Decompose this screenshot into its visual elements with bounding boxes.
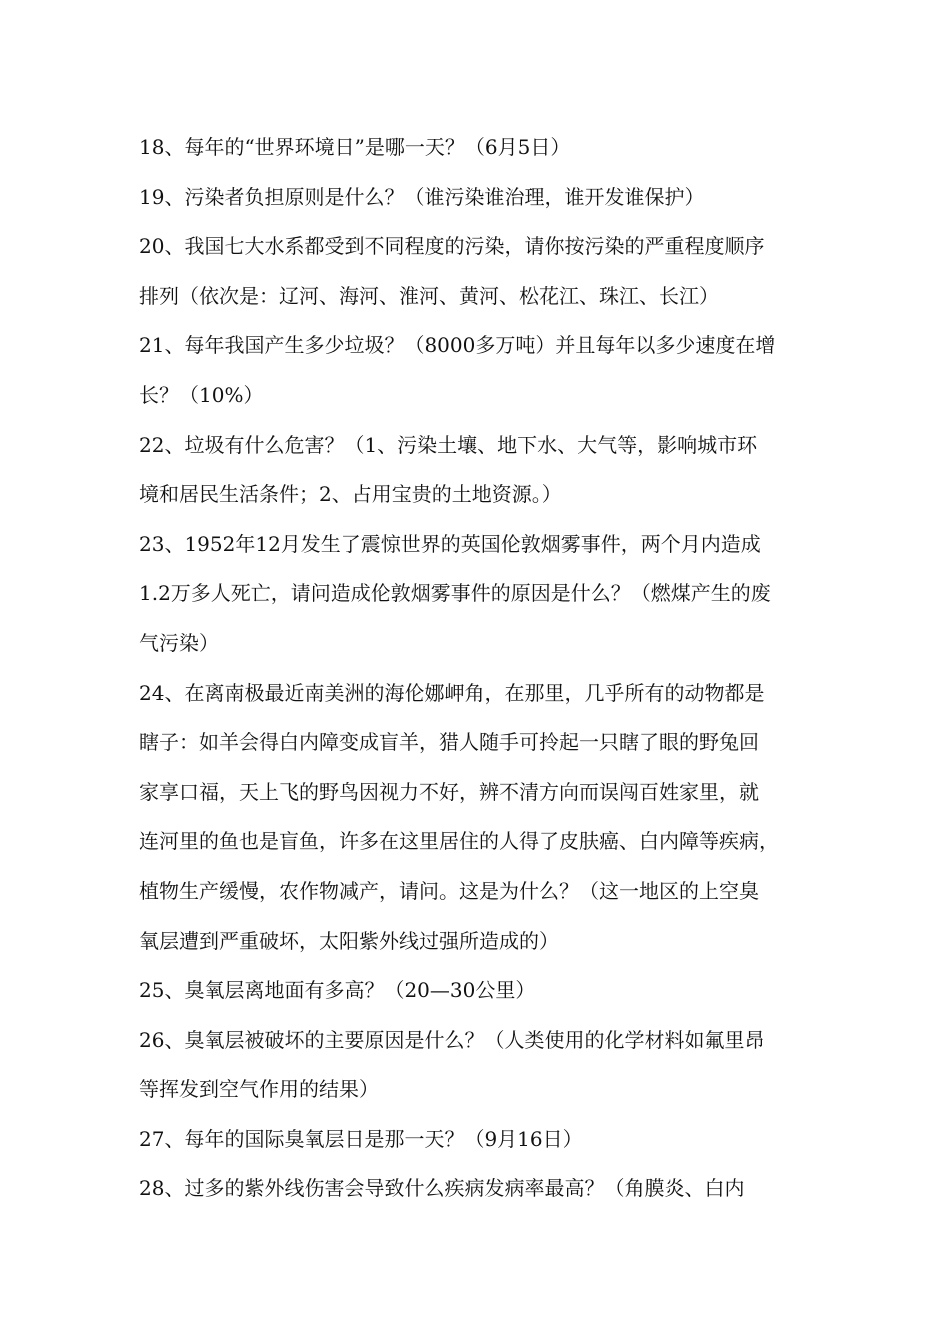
question-24: [139, 669, 829, 967]
text-line: 家享口福，天上飞的野鸟因视力不好，辨不清方向而误闯百姓家里，就: [139, 779, 759, 804]
text-line: 23、1952年12月发生了震惊世界的英国伦敦烟雾事件，两个月内造成: [139, 531, 761, 556]
question-20: [139, 222, 829, 321]
text-line: 连河里的鱼也是盲鱼，许多在这里居住的人得了皮肤癌、白内障等疾病，: [139, 829, 779, 854]
question-19: [139, 173, 829, 223]
text-line: 植物生产缓慢，农作物减产，请问。这是为什么？（这一地区的上空臭: [139, 878, 759, 903]
text-line: 28、过多的紫外线伤害会导致什么疾病发病率最高？（角膜炎、白内: [139, 1176, 745, 1201]
text-line: 氧层遭到严重破坏，太阳紫外线过强所造成的）: [139, 928, 559, 953]
text-line: 等挥发到空气作用的结果）: [139, 1077, 379, 1102]
text-line: 27、每年的国际臭氧层日是那一天？（9月16日）: [139, 1126, 583, 1151]
text-line: 长？（10%）: [139, 382, 264, 407]
text-line: 气污染）: [139, 630, 219, 655]
question-23: [139, 520, 829, 669]
text-line: 排列（依次是：辽河、海河、淮河、黄河、松花江、珠江、长江）: [139, 283, 719, 308]
question-21: [139, 321, 829, 420]
question-22: [139, 421, 829, 520]
question-18: [139, 123, 829, 173]
text-line: 21、每年我国产生多少垃圾？（8000多万吨）并且每年以多少速度在增: [139, 333, 776, 358]
question-25: [139, 966, 829, 1016]
text-line: 瞎子：如羊会得白内障变成盲羊，猎人随手可拎起一只瞎了眼的野兔回: [139, 730, 759, 755]
text-line: 22、垃圾有什么危害？（1、污染土壤、地下水、大气等，影响城市环: [139, 432, 758, 457]
text-line: 24、在离南极最近南美洲的海伦娜岬角，在那里，几乎所有的动物都是: [139, 680, 765, 705]
question-26: [139, 1016, 829, 1115]
document-body: [139, 123, 829, 1214]
text-line: 18、每年的“世界环境日”是哪一天？（6月5日）: [139, 135, 571, 159]
text-line: 境和居民生活条件；2、占用宝贵的土地资源。）: [139, 482, 562, 507]
text-line: 20、我国七大水系都受到不同程度的污染，请你按污染的严重程度顺序: [139, 234, 765, 259]
question-28: [139, 1164, 829, 1214]
text-line: 26、臭氧层被破坏的主要原因是什么？（人类使用的化学材料如氟里昂: [139, 1027, 765, 1052]
text-line: 25、臭氧层离地面有多高？（20—30公里）: [139, 978, 536, 1003]
text-line: 19、污染者负担原则是什么？（谁污染谁治理，谁开发谁保护）: [139, 184, 705, 209]
text-line: 1.2万多人死亡，请问造成伦敦烟雾事件的原因是什么？（燃煤产生的废: [139, 581, 771, 606]
question-27: [139, 1115, 829, 1165]
